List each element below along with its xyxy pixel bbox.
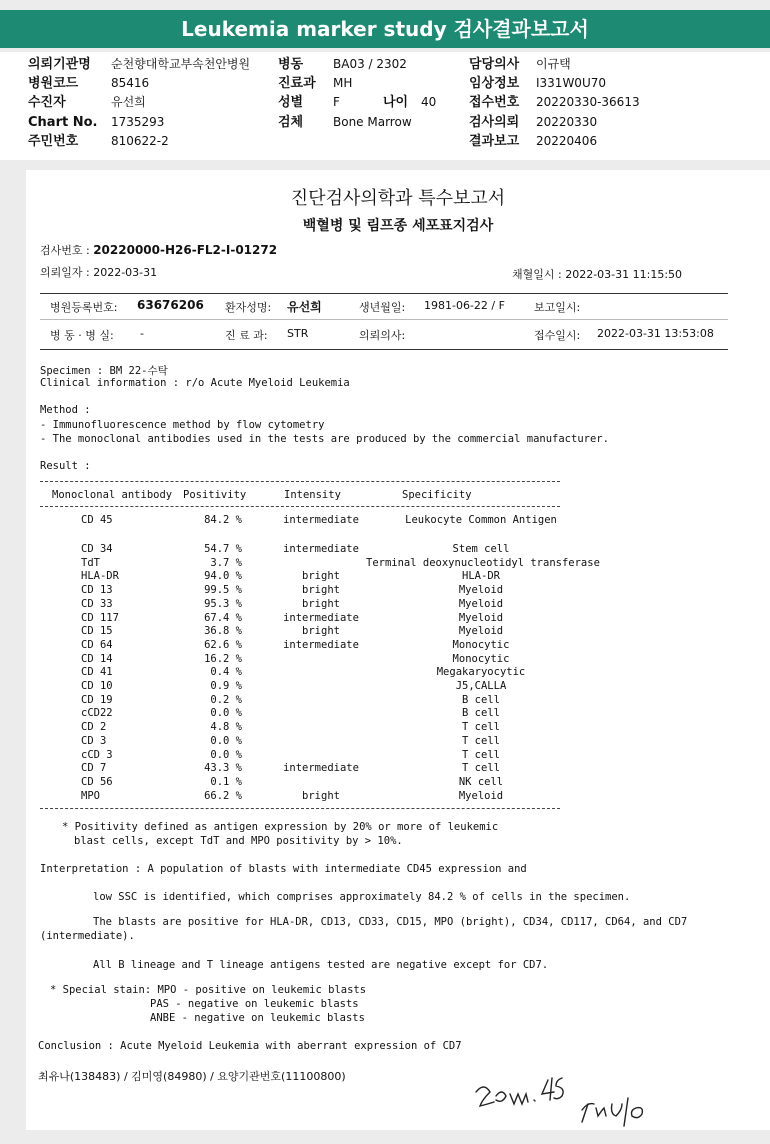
table-rule <box>40 506 560 507</box>
specimen-line: Specimen : BM 22-수탁 <box>40 365 168 377</box>
info-value: 20220330 <box>536 115 598 129</box>
specificity-cell: B cell <box>462 707 500 720</box>
footnote-line: blast cells, except TdT and MPO positivity by > 10%. <box>74 835 403 847</box>
specificity-cell: T cell <box>462 734 500 747</box>
intensity-cell: bright <box>302 584 340 597</box>
order-info-row <box>0 74 770 93</box>
specificity-cell: Terminal deoxynucleotidyl transferase <box>366 556 600 569</box>
info-value: 1735293 <box>111 115 165 129</box>
marker-row <box>26 748 770 762</box>
table-rule <box>40 808 560 809</box>
divider <box>40 319 728 320</box>
info-label: 나이 <box>383 95 409 110</box>
handwritten-signature <box>470 1070 710 1130</box>
positivity-cell: 0.0 % <box>210 707 242 720</box>
header-intensity: Intensity <box>284 489 341 501</box>
method-line: - Immunofluorescence method by flow cytometry <box>40 419 325 431</box>
positivity-cell: 0.1 % <box>210 775 242 788</box>
antibody-cell: cCD22 <box>81 707 113 720</box>
info-label: Chart No. <box>28 115 98 130</box>
marker-row <box>26 513 770 527</box>
info-value: 85416 <box>111 76 150 90</box>
info-label: 접수번호 <box>469 95 520 110</box>
received-label: 접수일시: <box>534 329 581 342</box>
received-value: 2022-03-31 13:53:08 <box>597 327 714 340</box>
report-subtitle: 백혈병 및 림프종 세포표지검사 <box>302 218 494 234</box>
info-value: MH <box>333 76 353 90</box>
intensity-cell: intermediate <box>283 762 359 775</box>
signers-line: 최유나(138483) / 김미영(84980) / 요양기관번호(11100800) <box>38 1070 346 1083</box>
positivity-cell: 95.3 % <box>204 597 242 610</box>
specificity-cell: HLA-DR <box>462 570 500 583</box>
marker-row <box>26 556 770 570</box>
marker-row <box>26 734 770 748</box>
positivity-cell: 0.2 % <box>210 693 242 706</box>
request-date: 의뢰일자 : 2022-03-31 <box>40 266 158 279</box>
method-line: - The monoclonal antibodies used in the tests are produced by the commercial manufacturer. <box>40 433 609 445</box>
order-info-row <box>0 93 770 112</box>
result-label: Result : <box>40 460 91 472</box>
marker-row <box>26 638 770 652</box>
specificity-cell: NK cell <box>458 775 504 788</box>
info-label: 검사의뢰 <box>469 115 520 130</box>
exam-number-value: 20220000-H26-FL2-I-01272 <box>93 243 278 257</box>
header-specificity: Specificity <box>402 489 472 501</box>
info-label: 주민번호 <box>28 134 79 149</box>
intensity-cell: bright <box>302 597 340 610</box>
intensity-cell: intermediate <box>283 638 359 651</box>
specificity-cell: B cell <box>462 693 500 706</box>
marker-row <box>26 665 770 679</box>
positivity-cell: 0.0 % <box>210 734 242 747</box>
report-sheet <box>26 170 770 1130</box>
info-label: 결과보고 <box>469 134 520 149</box>
positivity-cell: 67.4 % <box>204 611 242 624</box>
info-value: BA03 / 2302 <box>333 57 407 71</box>
marker-row <box>26 611 770 625</box>
info-label: 수진자 <box>28 95 66 110</box>
reg-no-value: 63676206 <box>137 298 204 312</box>
marker-row <box>26 597 770 611</box>
info-value: 40 <box>421 95 437 109</box>
order-info-row <box>0 113 770 132</box>
specificity-cell: Myeloid <box>458 625 504 638</box>
collection-datetime: 채혈일시 : 2022-03-31 11:15:50 <box>512 268 683 281</box>
table-rule <box>40 481 560 482</box>
marker-row <box>26 693 770 707</box>
info-value: 20220330-36613 <box>536 95 640 109</box>
marker-row <box>26 652 770 666</box>
positivity-cell: 3.7 % <box>210 556 242 569</box>
info-label: 검체 <box>278 115 304 130</box>
specificity-cell: T cell <box>462 721 500 734</box>
report-date-label: 보고일시: <box>534 301 581 314</box>
info-label: 담당의사 <box>469 57 520 72</box>
info-label: 의뢰기관명 <box>28 57 91 72</box>
special-stain-line: PAS - negative on leukemic blasts <box>150 998 359 1010</box>
antibody-cell: CD 15 <box>81 625 113 638</box>
info-value: 20220406 <box>536 134 598 148</box>
antibody-cell: cCD 3 <box>81 748 113 761</box>
marker-row <box>26 775 770 789</box>
order-info-row <box>0 132 770 151</box>
positivity-cell: 0.9 % <box>210 680 242 692</box>
info-value: I331W0U70 <box>536 76 606 90</box>
info-value: 유선희 <box>111 95 146 109</box>
positivity-cell: 84.2 % <box>204 514 242 526</box>
antibody-cell: MPO <box>81 789 100 802</box>
specificity-cell: Myeloid <box>458 611 504 624</box>
antibody-cell: CD 3 <box>81 734 107 747</box>
interpretation-line: The blasts are positive for HLA-DR, CD13, CD33, CD15, MPO (bright), CD34, CD117, CD64, and CD7 <box>93 916 688 928</box>
info-value: F <box>333 95 340 109</box>
birth-value: 1981-06-22 / F <box>424 299 505 312</box>
positivity-cell: 16.2 % <box>204 652 242 665</box>
marker-row <box>26 569 770 583</box>
positivity-cell: 36.8 % <box>204 625 242 638</box>
marker-row <box>26 624 770 638</box>
info-value: Bone Marrow <box>333 115 412 129</box>
specificity-cell: Monocytic <box>452 652 510 665</box>
positivity-cell: 54.7 % <box>204 543 242 555</box>
report-banner: Leukemia marker study 검사결과보고서 <box>0 10 770 48</box>
ward-value: - <box>140 327 144 340</box>
report-title: 진단검사의학과 특수보고서 <box>290 188 506 209</box>
dept-value: STR <box>287 327 309 340</box>
intensity-cell: bright <box>302 789 340 802</box>
specificity-cell: Stem cell <box>452 543 510 555</box>
antibody-cell: CD 13 <box>81 584 113 597</box>
order-info-panel <box>0 52 770 160</box>
info-label: 성별 <box>278 95 304 110</box>
marker-row <box>26 583 770 597</box>
antibody-cell: CD 56 <box>81 775 113 788</box>
info-value: 이규택 <box>536 57 571 71</box>
intensity-cell: bright <box>302 570 340 583</box>
header-positivity: Positivity <box>183 489 247 501</box>
antibody-cell: CD 41 <box>81 666 113 679</box>
patient-name-label: 환자성명: <box>225 301 272 314</box>
antibody-cell: HLA-DR <box>81 570 119 583</box>
positivity-cell: 62.6 % <box>204 638 242 651</box>
birth-label: 생년월일: <box>359 301 406 314</box>
specificity-cell: Megakaryocytic <box>436 666 526 679</box>
positivity-cell: 66.2 % <box>204 789 242 802</box>
positivity-cell: 0.0 % <box>210 748 242 761</box>
antibody-cell: CD 117 <box>81 611 119 624</box>
specificity-cell: Myeloid <box>458 584 504 597</box>
conclusion-line: Conclusion : Acute Myeloid Leukemia with aberrant expression of CD7 <box>38 1040 462 1052</box>
clinical-info-line: Clinical information : r/o Acute Myeloid Leukemia <box>40 377 350 389</box>
ward-label: 병 동 · 병 실: <box>50 329 114 342</box>
specificity-cell: J5,CALLA <box>455 680 507 692</box>
interpretation-line: low SSC is identified, which comprises approximately 84.2 % of cells in the specimen. <box>93 891 631 903</box>
special-stain-line: ANBE - negative on leukemic blasts <box>150 1012 365 1024</box>
marker-row <box>26 542 770 556</box>
specificity-cell: Myeloid <box>458 597 504 610</box>
antibody-cell: CD 33 <box>81 597 113 610</box>
positivity-cell: 99.5 % <box>204 584 242 597</box>
patient-name-value: 유선희 <box>287 300 322 314</box>
intensity-cell: intermediate <box>283 611 359 624</box>
positivity-cell: 4.8 % <box>210 721 242 734</box>
interpretation-line: All B lineage and T lineage antigens tested are negative except for CD7. <box>93 959 549 971</box>
info-label: 임상정보 <box>469 76 520 91</box>
info-label: 진료과 <box>278 76 316 91</box>
method-label: Method : <box>40 404 91 416</box>
interpretation-line: Interpretation : A population of blasts with intermediate CD45 expression and <box>40 863 527 875</box>
info-value: 순천향대학교부속천안병원 <box>111 57 251 71</box>
intensity-cell: intermediate <box>283 543 359 555</box>
info-value: 810622-2 <box>111 134 169 148</box>
antibody-cell: CD 10 <box>81 680 113 692</box>
specificity-cell: Monocytic <box>452 638 510 651</box>
marker-row <box>26 761 770 775</box>
antibody-cell: TdT <box>81 556 100 569</box>
antibody-cell: CD 2 <box>81 721 107 734</box>
dept-label: 진 료 과: <box>225 329 268 342</box>
info-label: 병동 <box>278 57 304 72</box>
info-label: 병원코드 <box>28 76 79 91</box>
interpretation-line: (intermediate). <box>40 930 135 942</box>
reg-no-label: 병원등록번호: <box>50 301 118 314</box>
specificity-cell: Myeloid <box>458 789 504 802</box>
exam-number-label: 검사번호 : <box>40 244 94 257</box>
antibody-cell: CD 64 <box>81 638 113 651</box>
footnote-line: * Positivity defined as antigen expression by 20% or more of leukemic <box>62 821 499 833</box>
doctor-label: 의뢰의사: <box>359 329 406 342</box>
marker-row <box>26 679 770 693</box>
exam-number <box>40 242 277 258</box>
specificity-cell: T cell <box>462 748 500 761</box>
antibody-cell: CD 7 <box>81 762 107 775</box>
specificity-cell: Leukocyte Common Antigen <box>405 514 557 526</box>
positivity-cell: 0.4 % <box>210 666 242 679</box>
positivity-cell: 94.0 % <box>204 570 242 583</box>
marker-row <box>26 720 770 734</box>
divider <box>40 349 728 350</box>
marker-row <box>26 789 770 803</box>
special-stain-line: * Special stain: MPO - positive on leukemic blasts <box>50 984 367 996</box>
antibody-cell: CD 45 <box>81 514 113 526</box>
intensity-cell: intermediate <box>283 514 359 526</box>
antibody-cell: CD 14 <box>81 652 113 665</box>
header-antibody: Monoclonal antibody <box>52 489 173 501</box>
positivity-cell: 43.3 % <box>204 762 242 775</box>
table-header-row <box>26 488 770 502</box>
antibody-cell: CD 19 <box>81 693 113 706</box>
marker-row <box>26 706 770 720</box>
specificity-cell: T cell <box>462 762 500 775</box>
order-info-row <box>0 55 770 74</box>
divider <box>40 293 728 294</box>
intensity-cell: bright <box>302 625 340 638</box>
antibody-cell: CD 34 <box>81 543 113 555</box>
